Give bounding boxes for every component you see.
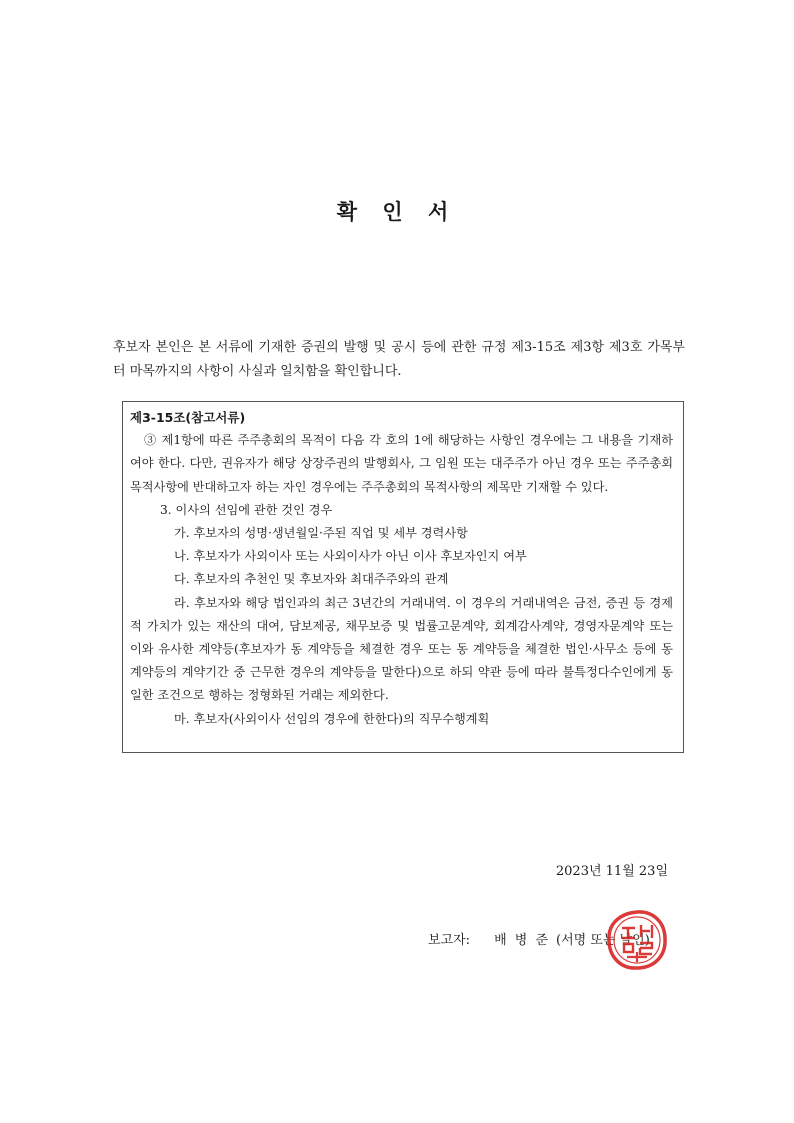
- signer-name: 배 병 준: [494, 933, 551, 948]
- reference-heading: 제3-15조(참고서류): [130, 410, 246, 425]
- reference-sub-e: 마. 후보자(사외이사 선임의 경우에 한한다)의 직무수행계획: [174, 711, 490, 726]
- confirmation-statement: 후보자 본인은 본 서류에 기재한 증권의 발행 및 공시 등에 관한 규정 제3-15조 제3항 제3호 가목부터 마목까지의 사항이 사실과 일치함을 확인합니다.: [113, 340, 685, 379]
- signer-line: [428, 929, 650, 948]
- document-title: 확 인 서: [336, 200, 458, 224]
- reference-sub-c: 다. 후보자의 추천인 및 후보자와 최대주주와의 관계: [174, 572, 449, 587]
- reference-sub-a: 가. 후보자의 성명·생년월일·주된 직업 및 세부 경력사항: [174, 526, 468, 541]
- reference-paragraph: ③ 제1항에 따른 주주총회의 목적이 다음 각 호의 1에 해당하는 사항인 경우에는 그 내용을 기재하여야 한다. 다만, 권유자가 해당 상장주권의 발행회사, 그 임원 또는 대주주가 아닌 경우 또는 주주총회 목적사항에 반대하고자 하는 자인 경우에는 주주총회의 목적사항의 제목만 기재할 수 있다.: [130, 433, 673, 494]
- signer-label: 보고자:: [428, 933, 471, 948]
- reference-box: [122, 401, 684, 753]
- reference-sub-b: 나. 후보자가 사외이사 또는 사외이사가 아닌 이사 후보자인지 여부: [174, 549, 527, 564]
- signature-note: (서명 또는 날인): [556, 933, 650, 948]
- reference-item-3: 3. 이사의 선임에 관한 것인 경우: [160, 502, 333, 517]
- document-date: 2023년 11월 23일: [555, 864, 668, 879]
- reference-sub-d: 라. 후보자와 해당 법인과의 최근 3년간의 거래내역. 이 경우의 거래내역은 금전, 증권 등 경제적 가치가 있는 재산의 대여, 담보제공, 채무보증 및 법률고문계약, 회계감사계약, 경영자문계약 또는 이와 유사한 계약등(후보자가 동 계약등을 체결한 경우 또는 동 계약등을 체결한 법인·사무소 등에 동 계약등의 계약기간 중 근무한 경우의 계약등을 말한다)으로 하되 약관 등에 따라 불특정다수인에게 동일한 조건으로 행하는 정형화된 거래는 제외한다.: [130, 595, 673, 703]
